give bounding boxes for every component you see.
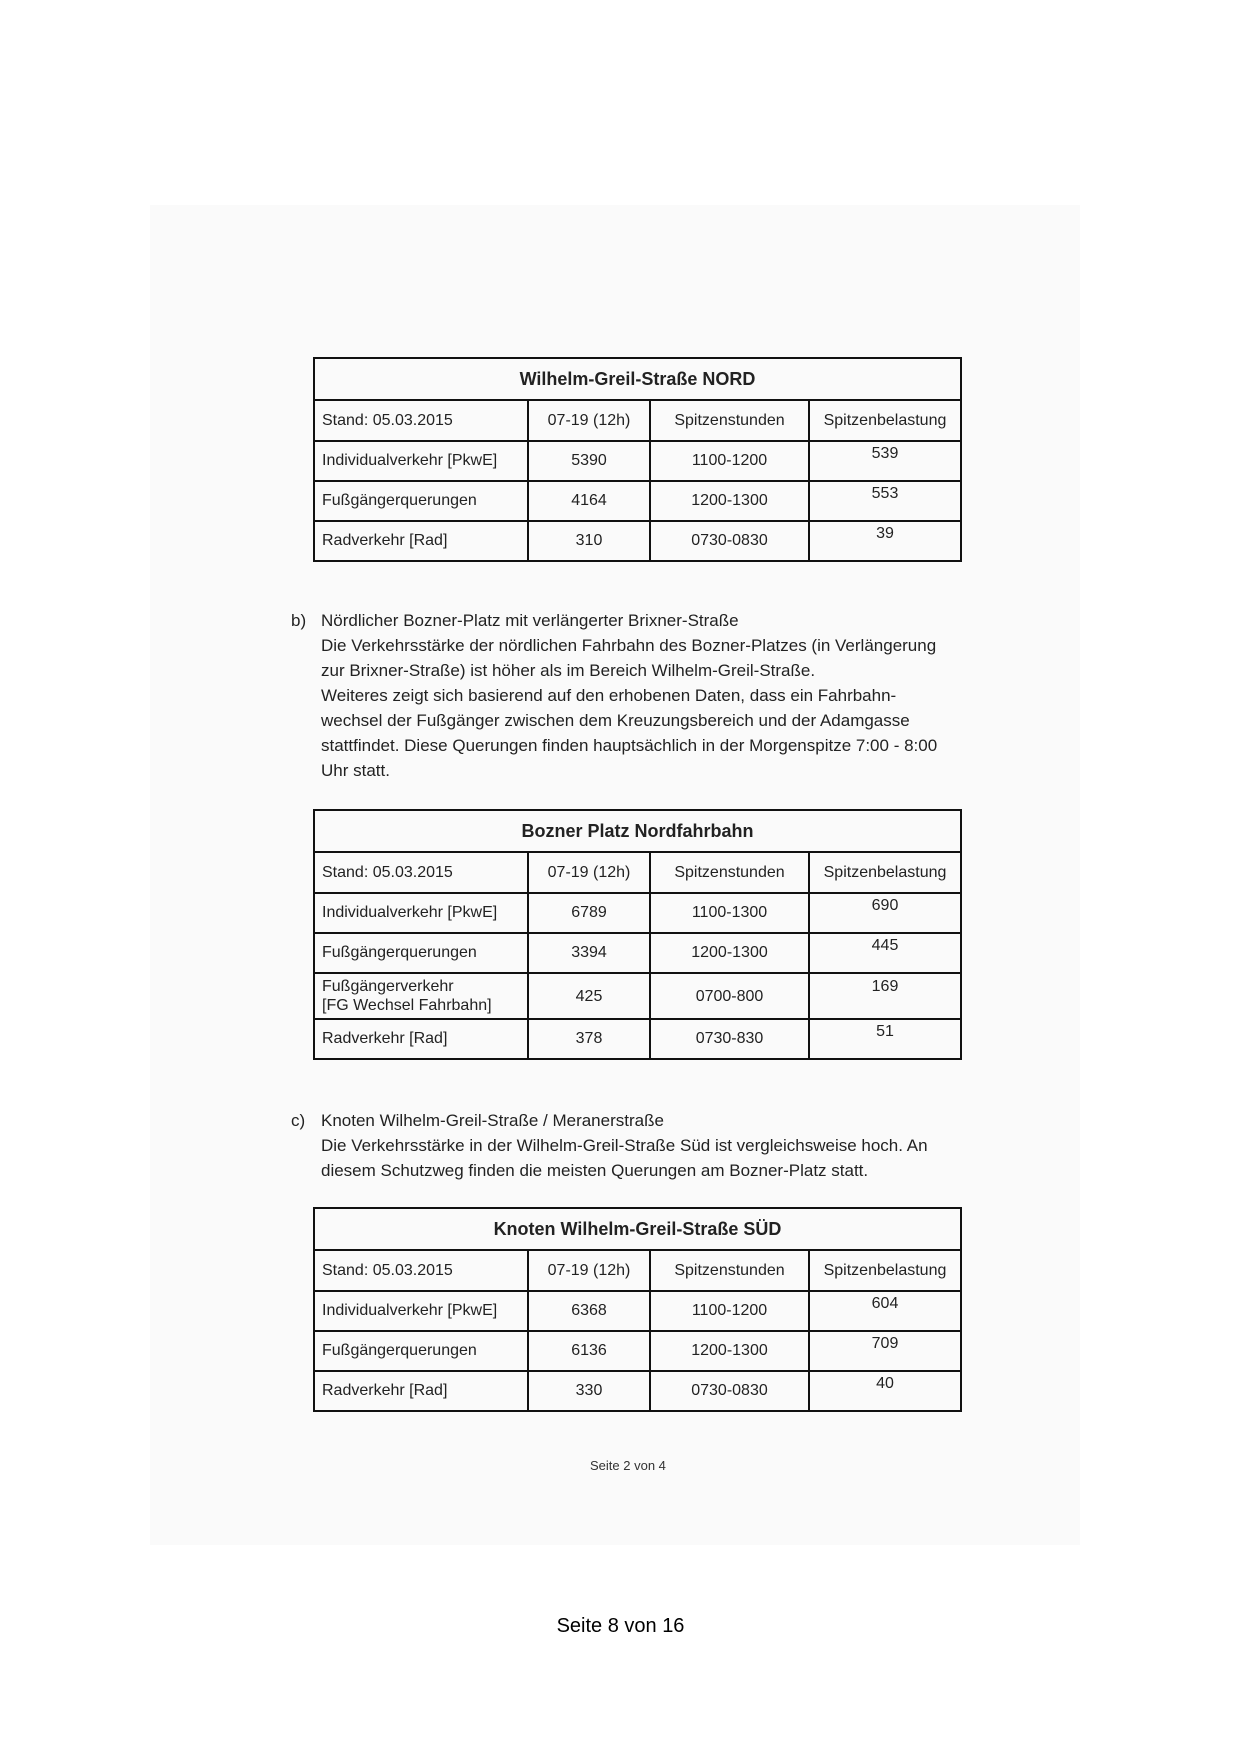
table-row [314, 521, 961, 561]
section-c [291, 1108, 1031, 1183]
row-label: Radverkehr [Rad] [314, 1371, 528, 1411]
section-marker: b) [291, 611, 307, 630]
row-peak-load: 553 [809, 481, 961, 521]
row-peak-hours: 1100-1200 [650, 441, 809, 481]
row-label: Fußgängerquerungen [314, 481, 528, 521]
row-total: 6136 [528, 1331, 650, 1371]
table-row [314, 1331, 961, 1371]
table-row [314, 973, 961, 1019]
table-row [314, 441, 961, 481]
row-label: Radverkehr [Rad] [314, 521, 528, 561]
section-line: diesem Schutzweg finden die meisten Querungen am Bozner-Platz statt. [321, 1161, 869, 1180]
row-total: 378 [528, 1019, 650, 1059]
row-total: 4164 [528, 481, 650, 521]
header-peak-load: Spitzenbelastung [809, 852, 961, 893]
row-peak-hours: 1100-1300 [650, 893, 809, 933]
section-heading: Nördlicher Bozner-Platz mit verlängerter Brixner-Straße [321, 611, 739, 630]
row-peak-hours: 0730-0830 [650, 521, 809, 561]
row-peak-load: 709 [809, 1331, 961, 1371]
table-row [314, 1291, 961, 1331]
section-b [291, 608, 1031, 783]
row-peak-load: 445 [809, 933, 961, 973]
section-line: Weiteres zeigt sich basierend auf den erhobenen Daten, dass ein Fahrbahn- [321, 686, 897, 705]
header-period: 07-19 (12h) [528, 852, 650, 893]
row-peak-hours: 1200-1300 [650, 481, 809, 521]
row-total: 3394 [528, 933, 650, 973]
row-label-main: Fußgängerverkehr [322, 978, 454, 995]
row-peak-load: 169 [809, 973, 961, 1019]
table-bozner-platz-nordfahrbahn [313, 809, 962, 1060]
row-label: Individualverkehr [PkwE] [314, 1291, 528, 1331]
row-total: 6368 [528, 1291, 650, 1331]
row-peak-hours: 0730-0830 [650, 1371, 809, 1411]
table-row [314, 1371, 961, 1411]
table-knoten-wilhelm-greil-sued [313, 1207, 962, 1412]
row-peak-load: 39 [809, 521, 961, 561]
table-row [314, 1019, 961, 1059]
row-label [314, 973, 528, 1019]
section-heading: Knoten Wilhelm-Greil-Straße / Meranerstraße [321, 1111, 664, 1130]
row-label: Fußgängerquerungen [314, 1331, 528, 1371]
row-total: 5390 [528, 441, 650, 481]
row-peak-hours: 1200-1300 [650, 933, 809, 973]
table-title: Bozner Platz Nordfahrbahn [314, 810, 961, 852]
row-label: Individualverkehr [PkwE] [314, 893, 528, 933]
row-peak-load: 690 [809, 893, 961, 933]
row-peak-hours: 1200-1300 [650, 1331, 809, 1371]
table-title: Wilhelm-Greil-Straße NORD [314, 358, 961, 400]
row-peak-hours: 0700-800 [650, 973, 809, 1019]
section-line: zur Brixner-Straße) ist höher als im Bereich Wilhelm-Greil-Straße. [321, 661, 816, 680]
row-label: Fußgängerquerungen [314, 933, 528, 973]
header-peak-hours: Spitzenstunden [650, 852, 809, 893]
table-title: Knoten Wilhelm-Greil-Straße SÜD [314, 1208, 961, 1250]
section-line: stattfindet. Diese Querungen finden hauptsächlich in der Morgenspitze 7:00 - 8:00 [321, 736, 938, 755]
section-line: Die Verkehrsstärke der nördlichen Fahrbahn des Bozner-Platzes (in Verlängerung [321, 636, 937, 655]
row-label-sub: [FG Wechsel Fahrbahn] [322, 997, 492, 1014]
inner-page-number: Seite 2 von 4 [590, 1458, 666, 1473]
row-peak-hours: 1100-1200 [650, 1291, 809, 1331]
row-total: 6789 [528, 893, 650, 933]
header-peak-load: Spitzenbelastung [809, 1250, 961, 1291]
stand-date: Stand: 05.03.2015 [314, 400, 528, 441]
section-line: Die Verkehrsstärke in der Wilhelm-Greil-Straße Süd ist vergleichsweise hoch. An [321, 1136, 928, 1155]
row-peak-load: 604 [809, 1291, 961, 1331]
table-row [314, 481, 961, 521]
row-label: Individualverkehr [PkwE] [314, 441, 528, 481]
header-peak-hours: Spitzenstunden [650, 1250, 809, 1291]
row-total: 330 [528, 1371, 650, 1411]
header-period: 07-19 (12h) [528, 400, 650, 441]
section-line: wechsel der Fußgänger zwischen dem Kreuzungsbereich und der Adamgasse [321, 711, 910, 730]
row-peak-load: 539 [809, 441, 961, 481]
row-peak-load: 51 [809, 1019, 961, 1059]
row-peak-load: 40 [809, 1371, 961, 1411]
row-total: 425 [528, 973, 650, 1019]
section-marker: c) [291, 1111, 306, 1130]
section-line: Uhr statt. [321, 761, 390, 780]
stand-date: Stand: 05.03.2015 [314, 1250, 528, 1291]
table-row [314, 893, 961, 933]
header-peak-load: Spitzenbelastung [809, 400, 961, 441]
row-label: Radverkehr [Rad] [314, 1019, 528, 1059]
header-peak-hours: Spitzenstunden [650, 400, 809, 441]
stand-date: Stand: 05.03.2015 [314, 852, 528, 893]
row-total: 310 [528, 521, 650, 561]
table-row [314, 933, 961, 973]
row-peak-hours: 0730-830 [650, 1019, 809, 1059]
page-number: Seite 8 von 16 [556, 1615, 685, 1637]
table-wilhelm-greil-nord [313, 357, 962, 562]
header-period: 07-19 (12h) [528, 1250, 650, 1291]
